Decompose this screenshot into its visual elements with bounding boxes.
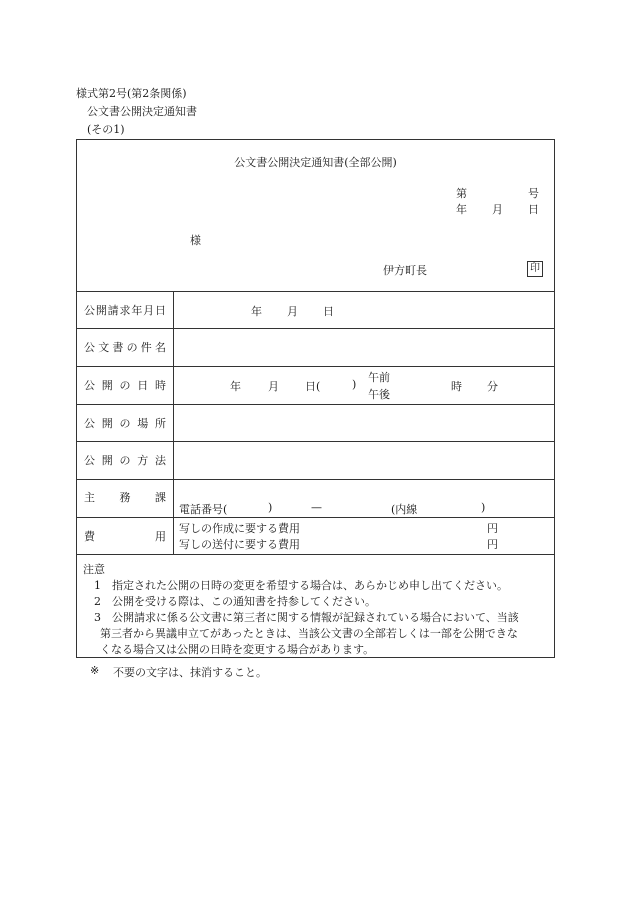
phone-label: 電話番号( [179, 503, 228, 516]
request-day: 日 [323, 305, 334, 318]
note-3-line-2: 第三者から異議申立てがあったときは、当該公文書の全部若しくは一部を公開できな [100, 627, 518, 640]
issuer-name: 伊方町長 [383, 264, 427, 277]
disclosure-datetime-label: 公 開 の 日 時 [84, 379, 166, 392]
fees-label: 費 用 [84, 529, 166, 543]
notes-heading: 注意 [83, 563, 105, 576]
notice-title: 公文書公開決定通知書(全部公開) [234, 156, 397, 169]
datetime-year: 年 [230, 380, 241, 393]
issue-month-label: 月 [492, 203, 503, 216]
note-1: 1 指定された公開の日時の変更を希望する場合は、あらかじめ申し出てください。 [94, 579, 508, 592]
hour-label: 時 [451, 380, 462, 393]
form-number: 様式第2号(第2条関係) [76, 87, 187, 100]
form-title: 公文書公開決定通知書 [87, 105, 197, 118]
footnote-mark: ※ [90, 664, 100, 677]
request-year: 年 [251, 305, 262, 318]
go-label: 号 [528, 187, 539, 200]
seal-box [527, 261, 543, 277]
extension-label: (内線 [391, 503, 418, 516]
minute-label: 分 [487, 380, 498, 393]
request-month: 月 [287, 305, 298, 318]
notice-form [76, 139, 555, 658]
responsible-section-label: 主 務 課 [84, 491, 166, 504]
dai-label: 第 [456, 187, 467, 200]
datetime-month: 月 [268, 380, 279, 393]
seal-icon: 印 [527, 261, 543, 277]
pm-label: 午後 [368, 388, 390, 401]
divider [77, 554, 554, 555]
note-3-line-1: 3 公開請求に係る公文書に第三者に関する情報が記録されている場合において、当該 [94, 611, 519, 624]
footnote-text: 不要の文字は、抹消すること。 [113, 666, 267, 679]
am-label: 午前 [368, 371, 390, 384]
recipient-sama: 様 [190, 234, 201, 247]
issue-day-label: 日 [528, 203, 539, 216]
extension-close: ) [481, 501, 486, 514]
phone-close: ) [268, 501, 273, 514]
send-fee-label: 写しの送付に要する費用 [179, 538, 300, 551]
phone-dash: — [311, 501, 322, 514]
column-divider [173, 291, 174, 554]
issue-year-label: 年 [456, 203, 467, 216]
note-2: 2 公開を受ける際は、この通知書を持参してください。 [94, 595, 376, 608]
document-name-label: 公 文 書 の 件 名 [84, 341, 166, 354]
disclosure-place-label: 公 開 の 場 所 [84, 416, 166, 430]
disclosure-method-label: 公 開 の 方 法 [84, 454, 166, 467]
request-date-label: 公 開 請 求 年 月 日 [84, 303, 166, 317]
send-fee-yen: 円 [487, 538, 498, 551]
copy-fee-label: 写しの作成に要する費用 [179, 522, 300, 535]
sub-number: (その1) [87, 123, 125, 136]
datetime-paren: ) [352, 378, 357, 391]
note-3-line-3: くなる場合又は公開の日時を変更する場合があります。 [100, 643, 375, 656]
copy-fee-yen: 円 [487, 522, 498, 535]
datetime-day: 日( [305, 380, 321, 393]
